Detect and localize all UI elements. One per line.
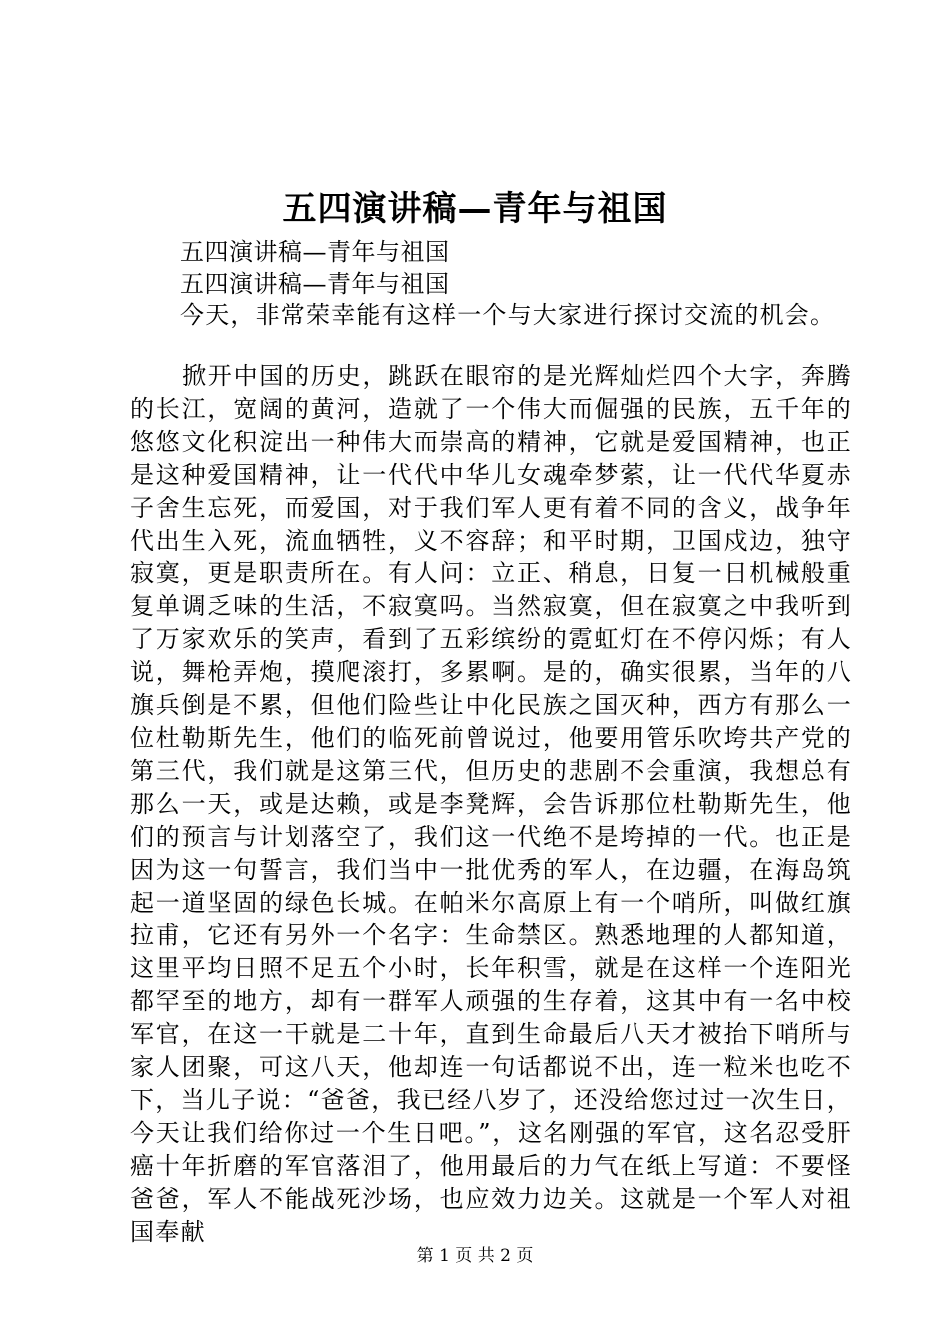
body-paragraph: 掀开中国的历史，跳跃在眼帘的是光辉灿烂四个大字，奔腾的长江，宽阔的黄河，造就了一个伟大而倔强的民族，五千年的悠悠文化积淀出一种伟大而崇高的精神，它就是爱国精神，也正是这种爱国精神，让一代代中华儿女魂牵梦萦，让一代代华夏赤子舍生忘死，而爱国，对于我们军人更有着不同的含义，战争年代出生入死，流血牺牲，义不容辞；和平时期，卫国戍边，独守寂寞，更是职责所在。有人问：立正、稍息，日复一日机械般重复单调乏味的生活，不寂寞吗。当然寂寞，但在寂寞之中我听到了万家欢乐的笑声，看到了五彩缤纷的霓虹灯在不停闪烁；有人说，舞枪弄炮，摸爬滚打，多累啊。是的，确实很累，当年的八旗兵倒是不累，但他们险些让中化民族之国灭种，西方有那么一位杜勒斯先生，他们的临死前曾说过，他要用管乐吹垮共产党的第三代，我们就是这第三代，但历史的悲剧不会重演，我想总有那么一天，或是达赖，或是李凳辉，会告诉那位杜勒斯先生，他们的预言与计划落空了，我们这一代绝不是垮掉的一代。也正是因为这一句誓言，我们当中一批优秀的军人，在边疆，在海岛筑起一道坚固的绿色长城。在帕米尔高原上有一个哨所，叫做红旗拉甫，它还有另外一个名字：生命禁区。熟悉地理的人都知道，这里平均日照不足五个小时，长年积雪，就是在这样一个连阳光都罕至的地方，却有一群军人顽强的生存着，这其中有一名中校军官，在这一干就是二十年，直到生命最后八天才被抬下哨所与家人团聚，可这八天，他却连一句话都说不出，连一粒米也吃不下，当儿子说：“爸爸，我已经八岁了，还没给您过过一次生日，今天让我们给你过一个生日吧。”，这名刚强的军官，这名忍受肝癌十年折磨的军官落泪了，他用最后的力气在纸上写道：不要怪爸爸，军人不能战死沙场，也应效力边关。这就是一个军人对祖国奉献 <box>130 362 852 1246</box>
intro-line-title-repeat-1: 五四演讲稿—青年与祖国 <box>180 238 450 266</box>
intro-line-title-repeat-2: 五四演讲稿—青年与祖国 <box>180 270 450 298</box>
document-title: 五四演讲稿—青年与祖国 <box>282 189 668 229</box>
page-footer: 第 1 页 共 2 页 <box>416 1246 534 1266</box>
intro-line-greeting: 今天，非常荣幸能有这样一个与大家进行探讨交流的机会。 <box>180 301 836 329</box>
